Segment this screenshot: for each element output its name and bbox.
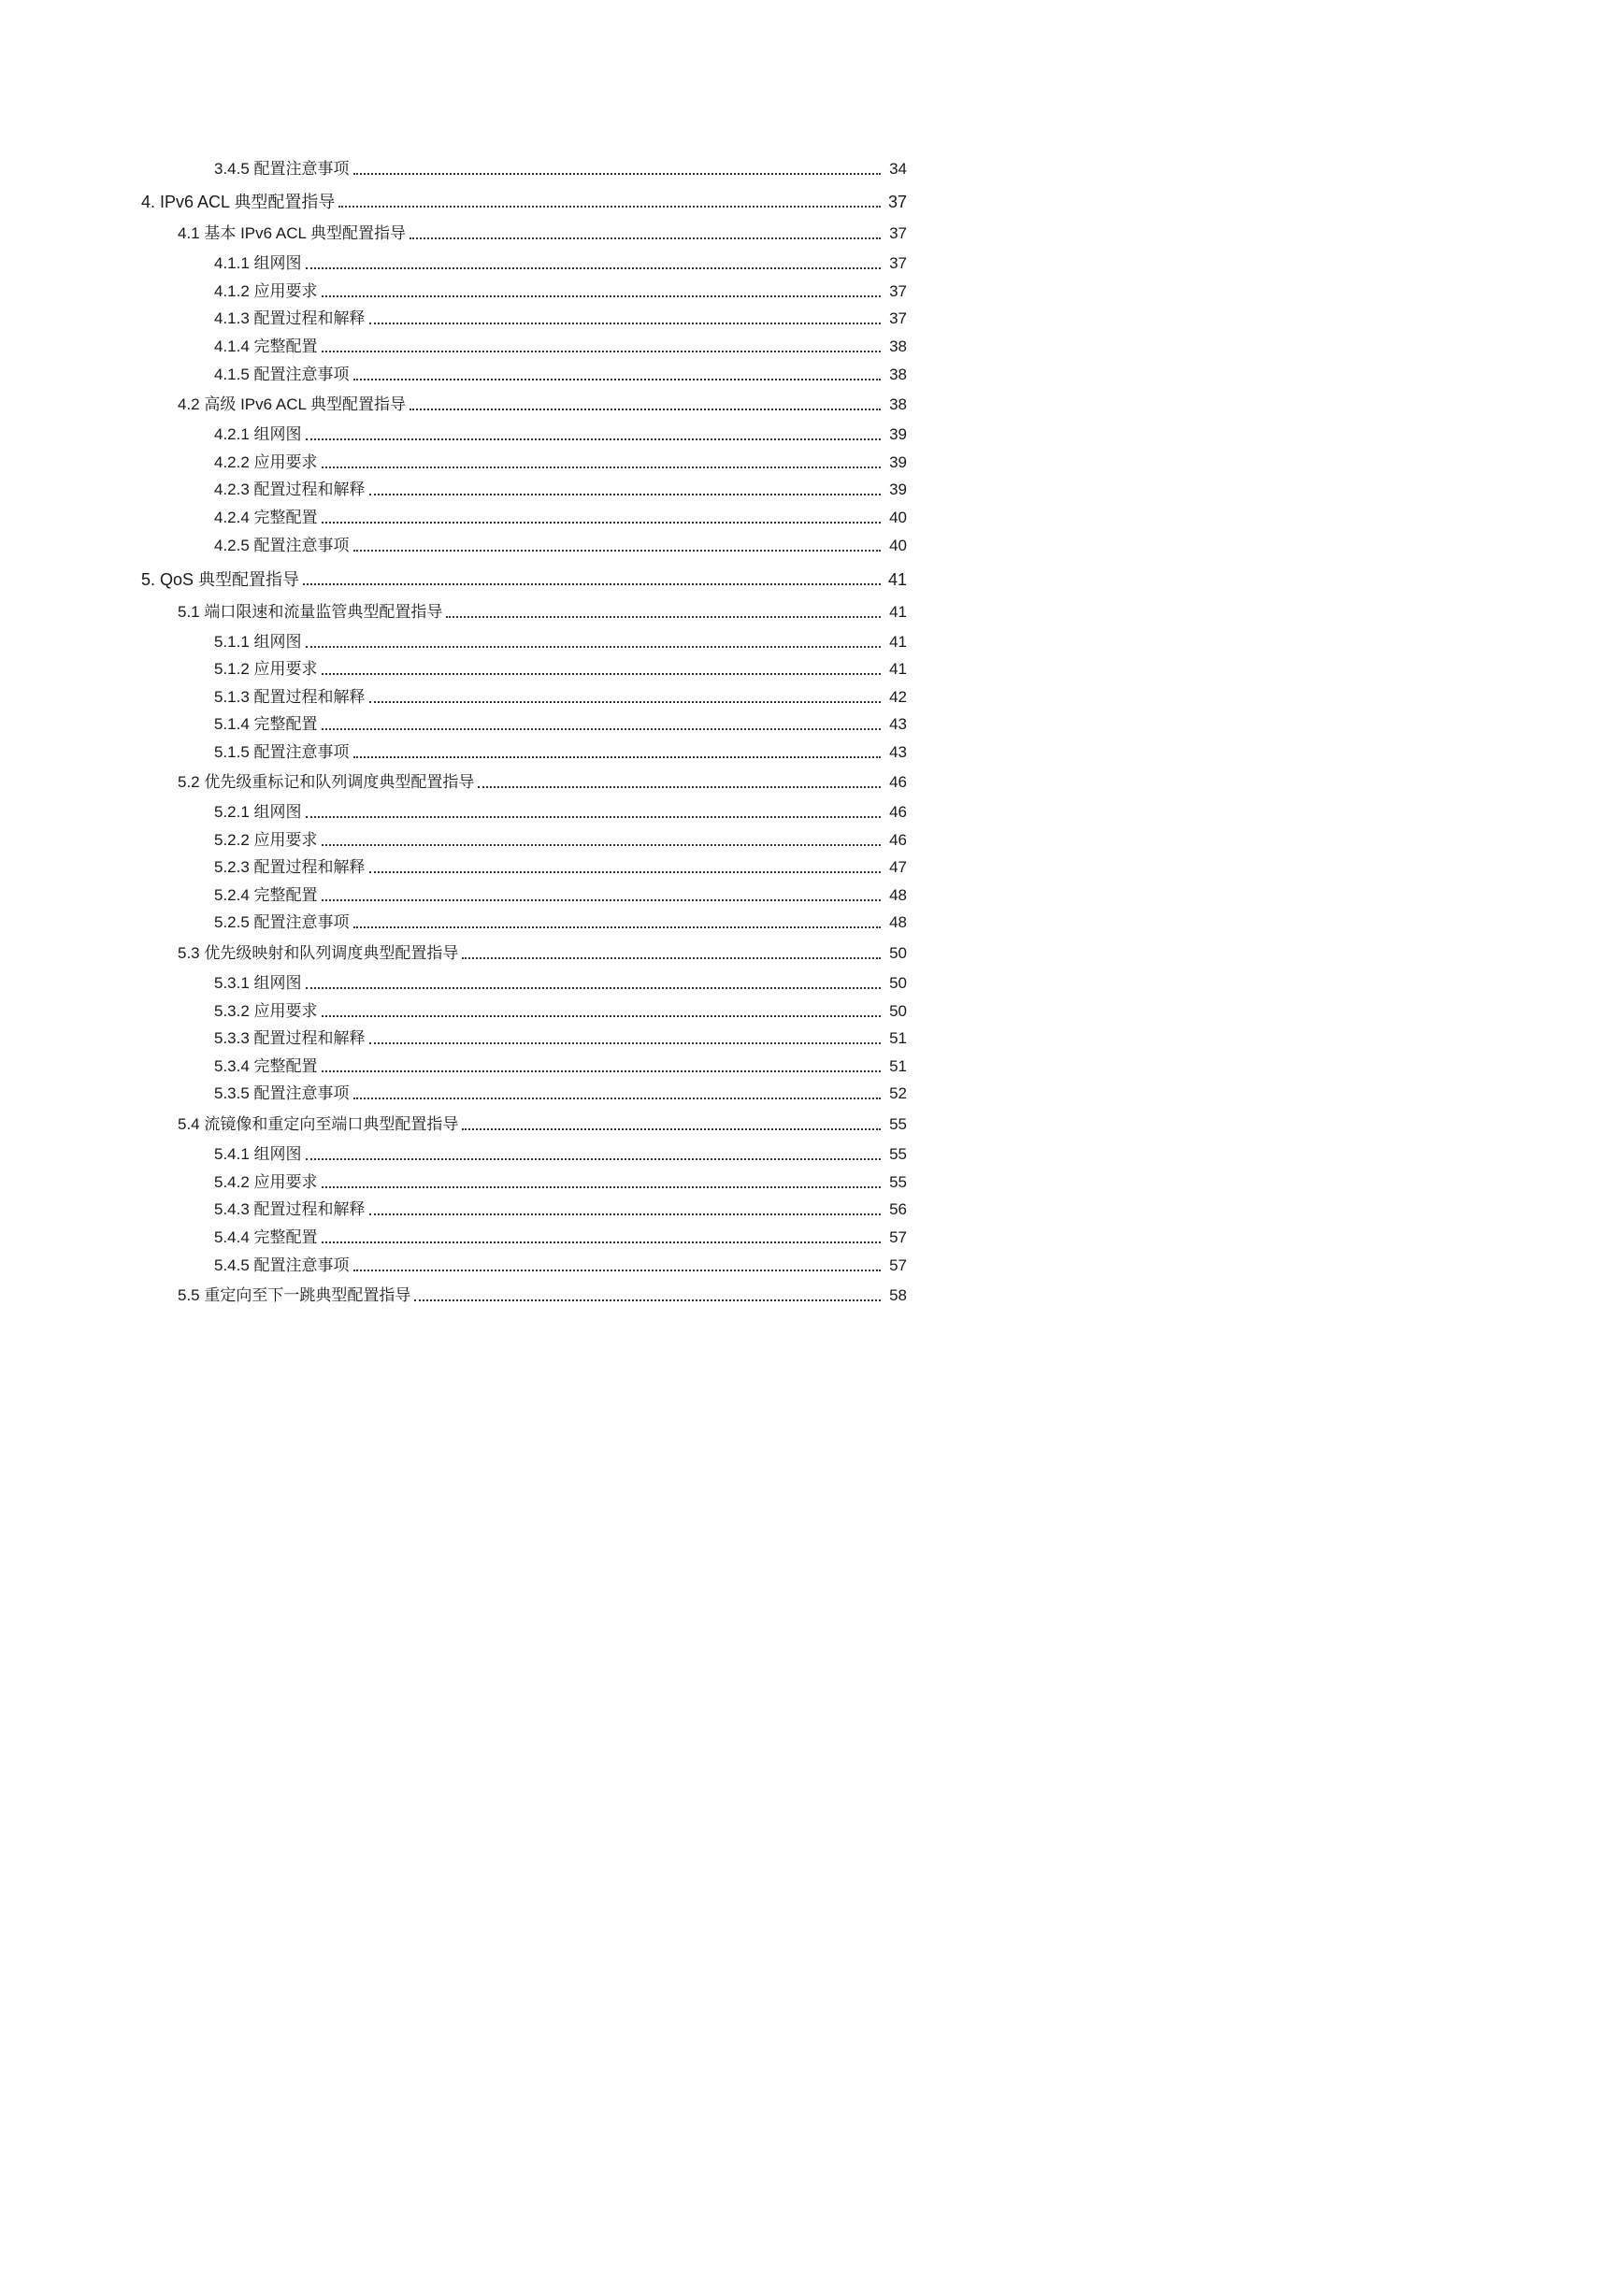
toc-dot-leader [369, 1213, 881, 1215]
toc-dot-leader [369, 871, 881, 873]
toc-entry-title: 5.4.4 完整配置 [214, 1228, 318, 1246]
toc-entry[interactable] [214, 1080, 907, 1104]
toc-entry-page-number: 39 [889, 425, 907, 443]
toc-entry[interactable] [214, 333, 907, 357]
toc-entry-page-number: 48 [889, 913, 907, 931]
toc-entry-title: 4.2.3 配置过程和解释 [214, 481, 366, 498]
toc-entry[interactable] [178, 391, 907, 415]
toc-dot-leader [369, 701, 881, 703]
toc-dot-leader [303, 583, 881, 585]
toc-entry[interactable] [141, 188, 907, 212]
toc-dot-leader [322, 522, 881, 524]
toc-entry-title: 4.2.5 配置注意事项 [214, 537, 350, 554]
toc-entry-page-number: 38 [889, 395, 907, 413]
toc-entry-title: 5.1 端口限速和流量监管典型配置指导 [178, 603, 443, 621]
toc-entry[interactable] [214, 305, 907, 329]
toc-entry-page-number: 41 [887, 570, 907, 589]
toc-entry-page-number: 46 [889, 773, 907, 791]
toc-dot-leader [322, 351, 881, 352]
toc-entry-page-number: 37 [889, 254, 907, 272]
toc-dot-leader [306, 438, 881, 440]
toc-entry-page-number: 55 [889, 1173, 907, 1191]
toc-entry[interactable] [214, 250, 907, 274]
toc-entry-title: 5.4.2 应用要求 [214, 1173, 318, 1191]
toc-dot-leader [410, 237, 881, 239]
toc-dot-leader [462, 957, 881, 959]
toc-entry[interactable] [214, 683, 907, 708]
toc-entry-page-number: 47 [889, 858, 907, 876]
toc-entry[interactable] [178, 220, 907, 244]
toc-entry-page-number: 37 [889, 282, 907, 300]
toc-entry[interactable] [214, 504, 907, 528]
toc-entry-title: 5.4.1 组网图 [214, 1145, 302, 1163]
toc-dot-leader [478, 786, 881, 788]
toc-entry[interactable] [141, 566, 907, 590]
toc-entry[interactable] [214, 1196, 907, 1220]
toc-entry-title: 5.4.5 配置注意事项 [214, 1256, 350, 1274]
toc-entry[interactable] [214, 1025, 907, 1049]
toc-entry-title: 3.4.5 配置注意事项 [214, 160, 350, 178]
toc-entry-page-number: 40 [889, 537, 907, 554]
toc-entry-page-number: 48 [889, 886, 907, 904]
toc-entry-page-number: 37 [889, 309, 907, 327]
toc-dot-leader [353, 1098, 881, 1099]
toc-entry-page-number: 46 [889, 831, 907, 849]
toc-dot-leader [322, 295, 881, 297]
toc-entry[interactable] [214, 826, 907, 851]
toc-entry[interactable] [214, 1053, 907, 1077]
toc-entry-page-number: 57 [889, 1228, 907, 1246]
toc-entry[interactable] [214, 1224, 907, 1248]
toc-entry-page-number: 41 [889, 603, 907, 621]
toc-entry[interactable] [214, 739, 907, 763]
toc-entry[interactable] [214, 1141, 907, 1165]
toc-entry-page-number: 41 [889, 660, 907, 678]
toc-entry[interactable] [214, 798, 907, 823]
toc-entry-title: 5.2.5 配置注意事项 [214, 913, 350, 931]
toc-dot-leader [353, 756, 881, 758]
toc-entry-title: 4.1.1 组网图 [214, 254, 302, 272]
toc-entry[interactable] [214, 476, 907, 500]
toc-entry-page-number: 46 [889, 803, 907, 821]
toc-entry-title: 5.1.3 配置过程和解释 [214, 688, 366, 706]
toc-entry[interactable] [214, 997, 907, 1022]
toc-entry-page-number: 42 [889, 688, 907, 706]
toc-entry-title: 5.2.1 组网图 [214, 803, 302, 821]
toc-dot-leader [353, 550, 881, 552]
toc-entry[interactable] [214, 882, 907, 906]
toc-entry-page-number: 50 [889, 1002, 907, 1020]
toc-dot-leader [353, 173, 881, 175]
toc-entry-title: 4.1.4 完整配置 [214, 337, 318, 355]
toc-entry-title: 5.3.1 组网图 [214, 974, 302, 992]
toc-entry-title: 4.1.5 配置注意事项 [214, 366, 350, 383]
toc-dot-leader [322, 728, 881, 730]
toc-entry[interactable] [214, 532, 907, 556]
toc-entry-page-number: 41 [889, 633, 907, 651]
toc-entry-title: 5.2.4 完整配置 [214, 886, 318, 904]
toc-entry[interactable] [214, 909, 907, 933]
toc-entry-title: 5.3 优先级映射和队列调度典型配置指导 [178, 944, 459, 962]
toc-entry-title: 5.2.2 应用要求 [214, 831, 318, 849]
toc-entry-page-number: 40 [889, 509, 907, 526]
toc-entry-page-number: 55 [889, 1145, 907, 1163]
toc-entry[interactable] [214, 655, 907, 680]
toc-dot-leader [322, 673, 881, 675]
toc-entry-page-number: 38 [889, 337, 907, 355]
document-page [0, 0, 1050, 1484]
toc-entry-title: 5.2 优先级重标记和队列调度典型配置指导 [178, 773, 475, 791]
toc-entry-page-number: 56 [889, 1200, 907, 1218]
toc-dot-leader [353, 926, 881, 928]
toc-entry-title: 5.3.4 完整配置 [214, 1057, 318, 1075]
toc-entry-page-number: 55 [889, 1115, 907, 1133]
toc-dot-leader [306, 1158, 881, 1160]
toc-entry-page-number: 51 [889, 1029, 907, 1047]
toc-entry-title: 5.1.1 组网图 [214, 633, 302, 651]
toc-entry[interactable] [178, 940, 907, 964]
toc-entry-title: 5.4 流镜像和重定向至端口典型配置指导 [178, 1115, 459, 1133]
toc-dot-leader [322, 1186, 881, 1188]
toc-entry[interactable] [178, 768, 907, 793]
toc-dot-leader [322, 1015, 881, 1017]
toc-entry[interactable] [214, 361, 907, 385]
toc-dot-leader [306, 267, 881, 269]
toc-dot-leader [353, 1270, 881, 1271]
toc-entry-page-number: 43 [889, 715, 907, 733]
toc-entry-title: 5.1.2 应用要求 [214, 660, 318, 678]
toc-entry-title: 5.3.2 应用要求 [214, 1002, 318, 1020]
toc-dot-leader [322, 1070, 881, 1072]
toc-dot-leader [322, 466, 881, 468]
toc-dot-leader [306, 646, 881, 648]
toc-entry-title: 4. IPv6 ACL 典型配置指导 [141, 193, 336, 211]
toc-entry-page-number: 37 [887, 193, 907, 211]
toc-entry-title: 5.1.5 配置注意事项 [214, 743, 350, 761]
toc-entry-title: 5.4.3 配置过程和解释 [214, 1200, 366, 1218]
toc-dot-leader [306, 987, 881, 989]
toc-entry-title: 5.3.5 配置注意事项 [214, 1084, 350, 1102]
toc-entry-page-number: 57 [889, 1256, 907, 1274]
toc-entry-page-number: 43 [889, 743, 907, 761]
toc-entry-title: 5.2.3 配置过程和解释 [214, 858, 366, 876]
toc-dot-leader [410, 409, 881, 410]
toc-entry-title: 5. QoS 典型配置指导 [141, 570, 300, 589]
toc-entry-page-number: 37 [889, 224, 907, 242]
toc-entry[interactable] [214, 710, 907, 735]
toc-entry[interactable] [214, 1252, 907, 1276]
toc-entry-page-number: 58 [889, 1286, 907, 1304]
toc-entry-title: 4.1 基本 IPv6 ACL 典型配置指导 [178, 224, 407, 242]
toc-entry[interactable] [214, 854, 907, 878]
toc-dot-leader [369, 1042, 881, 1044]
toc-dot-leader [369, 323, 881, 324]
toc-dot-leader [322, 899, 881, 901]
toc-dot-leader [462, 1128, 881, 1130]
toc-entry[interactable] [214, 1169, 907, 1193]
toc-entry-title: 4.2.4 完整配置 [214, 509, 318, 526]
toc-dot-leader [414, 1299, 881, 1301]
toc-entry-page-number: 51 [889, 1057, 907, 1075]
toc-dot-leader [338, 206, 881, 208]
toc-entry-page-number: 39 [889, 481, 907, 498]
toc-entry-title: 5.3.3 配置过程和解释 [214, 1029, 366, 1047]
toc-entry-title: 4.2.2 应用要求 [214, 453, 318, 471]
toc-entry[interactable] [178, 1282, 907, 1306]
toc-entry[interactable] [214, 421, 907, 445]
toc-dot-leader [353, 379, 881, 380]
toc-entry-title: 5.1.4 完整配置 [214, 715, 318, 733]
toc-entry[interactable] [214, 278, 907, 302]
toc-entry-page-number: 50 [889, 944, 907, 962]
toc-entry-title: 4.2.1 组网图 [214, 425, 302, 443]
toc-entry-title: 4.1.2 应用要求 [214, 282, 318, 300]
toc-dot-leader [322, 1241, 881, 1243]
toc-entry-page-number: 50 [889, 974, 907, 992]
toc-entry-page-number: 52 [889, 1084, 907, 1102]
toc-entry-title: 4.1.3 配置过程和解释 [214, 309, 366, 327]
toc-entry-title: 4.2 高级 IPv6 ACL 典型配置指导 [178, 395, 407, 413]
toc-entry[interactable] [178, 598, 907, 623]
toc-entry[interactable] [178, 1111, 907, 1135]
toc-dot-leader [306, 816, 881, 818]
toc-entry[interactable] [214, 628, 907, 653]
toc-entry[interactable] [214, 155, 907, 179]
toc-entry[interactable] [214, 449, 907, 473]
toc-entry-page-number: 38 [889, 366, 907, 383]
toc-entry-page-number: 34 [889, 160, 907, 178]
toc-dot-leader [446, 616, 881, 618]
toc-dot-leader [322, 844, 881, 846]
toc-entry[interactable] [214, 969, 907, 994]
toc-dot-leader [369, 494, 881, 495]
toc-entry-page-number: 39 [889, 453, 907, 471]
toc-entry-title: 5.5 重定向至下一跳典型配置指导 [178, 1286, 411, 1304]
